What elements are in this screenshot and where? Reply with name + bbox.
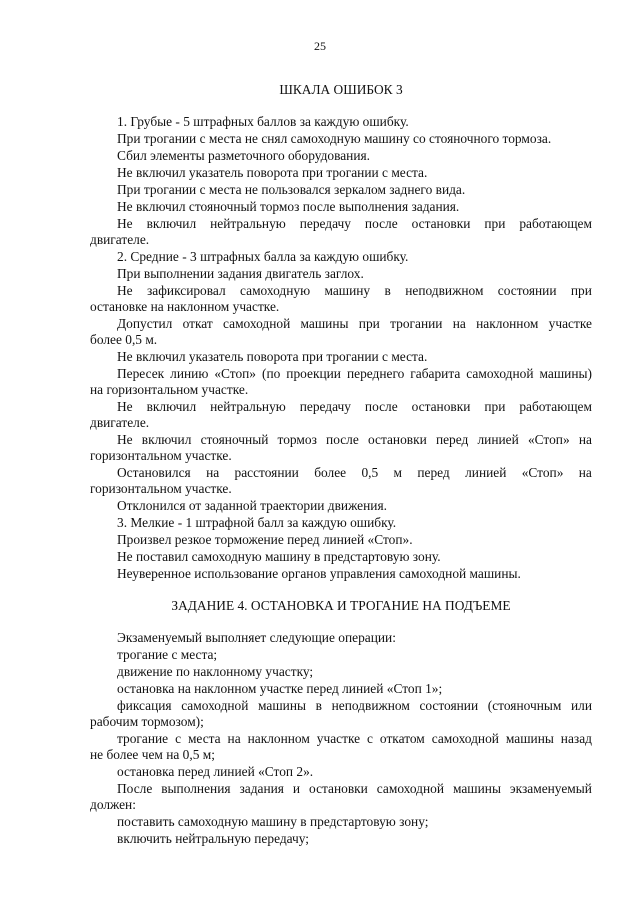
list-item-continuation: остановке на наклонном участке. xyxy=(90,299,280,314)
word: передачу xyxy=(299,399,351,414)
list-item-continuation: не более чем на 0,5 м; xyxy=(90,747,215,762)
word: при xyxy=(570,283,592,298)
word: (стояночным xyxy=(487,698,562,713)
list-item xyxy=(90,216,592,232)
word: состоянии xyxy=(497,283,557,298)
word: на xyxy=(578,465,592,480)
list-item xyxy=(90,366,592,382)
word: Не xyxy=(117,283,133,298)
list-item xyxy=(90,465,592,481)
word: и xyxy=(292,781,301,796)
section1-title: 1. Грубые - 5 штрафных баллов за каждую ошибку. xyxy=(117,114,409,129)
list-item: остановка на наклонном участке перед линией «Стоп 1»; xyxy=(117,681,443,696)
word: машины xyxy=(452,781,501,796)
word: состоянии xyxy=(419,698,479,713)
list-item-continuation: на горизонтальном участке. xyxy=(90,382,249,397)
list-item: Отклонился от заданной траектории движения. xyxy=(117,498,387,513)
word: в xyxy=(315,698,322,713)
word: стояночный xyxy=(200,432,269,447)
list-item: Не включил стояночный тормоз после выполнения задания. xyxy=(117,199,460,214)
heading-error-scale: ШКАЛА ОШИБОК 3 xyxy=(279,82,403,97)
list-item xyxy=(90,399,592,415)
word: на xyxy=(227,731,241,746)
word: или xyxy=(570,698,592,713)
word: при xyxy=(358,316,380,331)
section2-title: 2. Средние - 3 штрафных балла за каждую ошибку. xyxy=(117,249,409,264)
list-item: остановка перед линией «Стоп 2». xyxy=(117,764,314,779)
word: м xyxy=(393,465,403,480)
word: трогании xyxy=(390,316,443,331)
list-item-continuation: горизонтальном участке. xyxy=(90,481,232,496)
word: «Стоп» xyxy=(527,432,570,447)
word: линией xyxy=(465,465,507,480)
word: перед xyxy=(435,432,469,447)
list-item xyxy=(90,283,592,299)
word: 0,5 xyxy=(361,465,379,480)
word: проекции xyxy=(286,366,341,381)
word: трогание xyxy=(117,731,169,746)
word: места xyxy=(187,731,221,746)
word: с xyxy=(175,731,182,746)
word: (по xyxy=(261,366,281,381)
justified-line xyxy=(90,366,592,382)
list-item: Неуверенное использование органов управления самоходной машины. xyxy=(117,566,521,581)
list-item: При трогании с места не пользовался зеркалом заднего вида. xyxy=(117,182,466,197)
word: на xyxy=(578,432,592,447)
justified-line xyxy=(90,465,592,481)
word: на xyxy=(452,316,466,331)
list-item-continuation: более 0,5 м. xyxy=(90,332,158,347)
word: наклонном xyxy=(476,316,539,331)
word: работающем xyxy=(519,399,592,414)
word: машины) xyxy=(539,366,592,381)
word: остановки xyxy=(309,781,368,796)
word: с xyxy=(367,731,373,746)
word: включил xyxy=(146,399,197,414)
word: остановки xyxy=(411,216,471,231)
word: экзаменуемый xyxy=(509,781,592,796)
justified-line xyxy=(90,432,592,448)
list-item xyxy=(90,698,592,714)
list-item: При выполнении задания двигатель заглох. xyxy=(117,266,364,281)
word: машины xyxy=(300,316,349,331)
list-item xyxy=(90,316,592,332)
justified-line xyxy=(90,216,592,232)
page-number: 25 xyxy=(314,39,326,53)
word: Не xyxy=(117,432,133,447)
word: Остановился xyxy=(117,465,191,480)
word: остановки xyxy=(367,432,427,447)
task-intro: Экзаменуемый выполняет следующие операции: xyxy=(117,630,396,645)
heading-task4: ЗАДАНИЕ 4. ОСТАНОВКА И ТРОГАНИЕ НА ПОДЪЕМЕ xyxy=(171,598,511,613)
word: самоходной xyxy=(181,698,249,713)
list-item-continuation: двигателе. xyxy=(90,415,150,430)
word: Допустил xyxy=(117,316,173,331)
word: после xyxy=(364,399,398,414)
justified-line xyxy=(90,283,592,299)
word: самоходной xyxy=(376,781,445,796)
list-item: При трогании с места не снял самоходную машину со стояночного тормоза. xyxy=(117,131,552,146)
word: назад xyxy=(560,731,592,746)
word: После xyxy=(117,781,153,796)
word: перед xyxy=(417,465,450,480)
word: Не xyxy=(117,216,133,231)
word: включил xyxy=(146,216,197,231)
list-item-continuation: горизонтальном участке. xyxy=(90,448,232,463)
list-item: трогание с места; xyxy=(117,647,218,662)
justified-line xyxy=(90,781,592,797)
word: самоходной xyxy=(431,731,499,746)
word: передачу xyxy=(299,216,351,231)
word: участке xyxy=(548,316,592,331)
word: неподвижном xyxy=(331,698,410,713)
list-item xyxy=(90,731,592,747)
word: откатом xyxy=(379,731,425,746)
paragraph-continuation: должен: xyxy=(90,797,136,812)
word: задания xyxy=(239,781,284,796)
word: остановки xyxy=(411,399,471,414)
justified-line xyxy=(90,399,592,415)
paragraph xyxy=(90,781,592,797)
word: на xyxy=(206,465,220,480)
word: откат xyxy=(182,316,213,331)
word: включил xyxy=(141,432,192,447)
justified-line xyxy=(90,316,592,332)
word: самоходной xyxy=(466,366,534,381)
word: участке xyxy=(316,731,361,746)
word: в xyxy=(384,283,391,298)
justified-line xyxy=(90,698,592,714)
list-item-continuation: двигателе. xyxy=(90,232,150,247)
word: Пересек xyxy=(117,366,165,381)
word: при xyxy=(484,399,506,414)
list-item: Не поставил самоходную машину в предстартовую зону. xyxy=(117,549,441,564)
word: нейтральную xyxy=(210,216,286,231)
word: габарита xyxy=(410,366,461,381)
word: «Стоп» xyxy=(521,465,564,480)
word: самоходной xyxy=(223,316,291,331)
word: после xyxy=(326,432,359,447)
word: более xyxy=(314,465,347,480)
word: выполнения xyxy=(161,781,231,796)
list-item: Произвел резкое торможение перед линией «Стоп». xyxy=(117,532,413,547)
word: фиксация xyxy=(117,698,172,713)
list-item: Не включил указатель поворота при трогании с места. xyxy=(117,349,428,364)
word: тормоз xyxy=(277,432,317,447)
word: зафиксировал xyxy=(147,283,226,298)
word: при xyxy=(484,216,506,231)
word: машины xyxy=(258,698,307,713)
word: после xyxy=(364,216,398,231)
word: нейтральную xyxy=(210,399,286,414)
word: линию xyxy=(170,366,209,381)
word: работающем xyxy=(519,216,592,231)
word: машину xyxy=(324,283,371,298)
word: самоходную xyxy=(240,283,311,298)
list-item: движение по наклонному участку; xyxy=(117,664,314,679)
justified-line xyxy=(90,731,592,747)
word: неподвижном xyxy=(405,283,484,298)
list-item xyxy=(90,432,592,448)
word: наклонном xyxy=(247,731,310,746)
word: линией xyxy=(477,432,519,447)
list-item: поставить самоходную машину в предстартовую зону; xyxy=(117,814,429,829)
word: переднего xyxy=(346,366,405,381)
list-item: Сбил элементы разметочного оборудования. xyxy=(117,148,371,163)
word: Не xyxy=(117,399,133,414)
list-item-continuation: рабочим тормозом); xyxy=(90,714,204,729)
list-item: Не включил указатель поворота при трогании с места. xyxy=(117,165,428,180)
section3-title: 3. Мелкие - 1 штрафной балл за каждую ошибку. xyxy=(117,515,397,530)
list-item: включить нейтральную передачу; xyxy=(117,831,310,846)
word: машины xyxy=(505,731,554,746)
word: «Стоп» xyxy=(214,366,256,381)
word: расстоянии xyxy=(234,465,299,480)
